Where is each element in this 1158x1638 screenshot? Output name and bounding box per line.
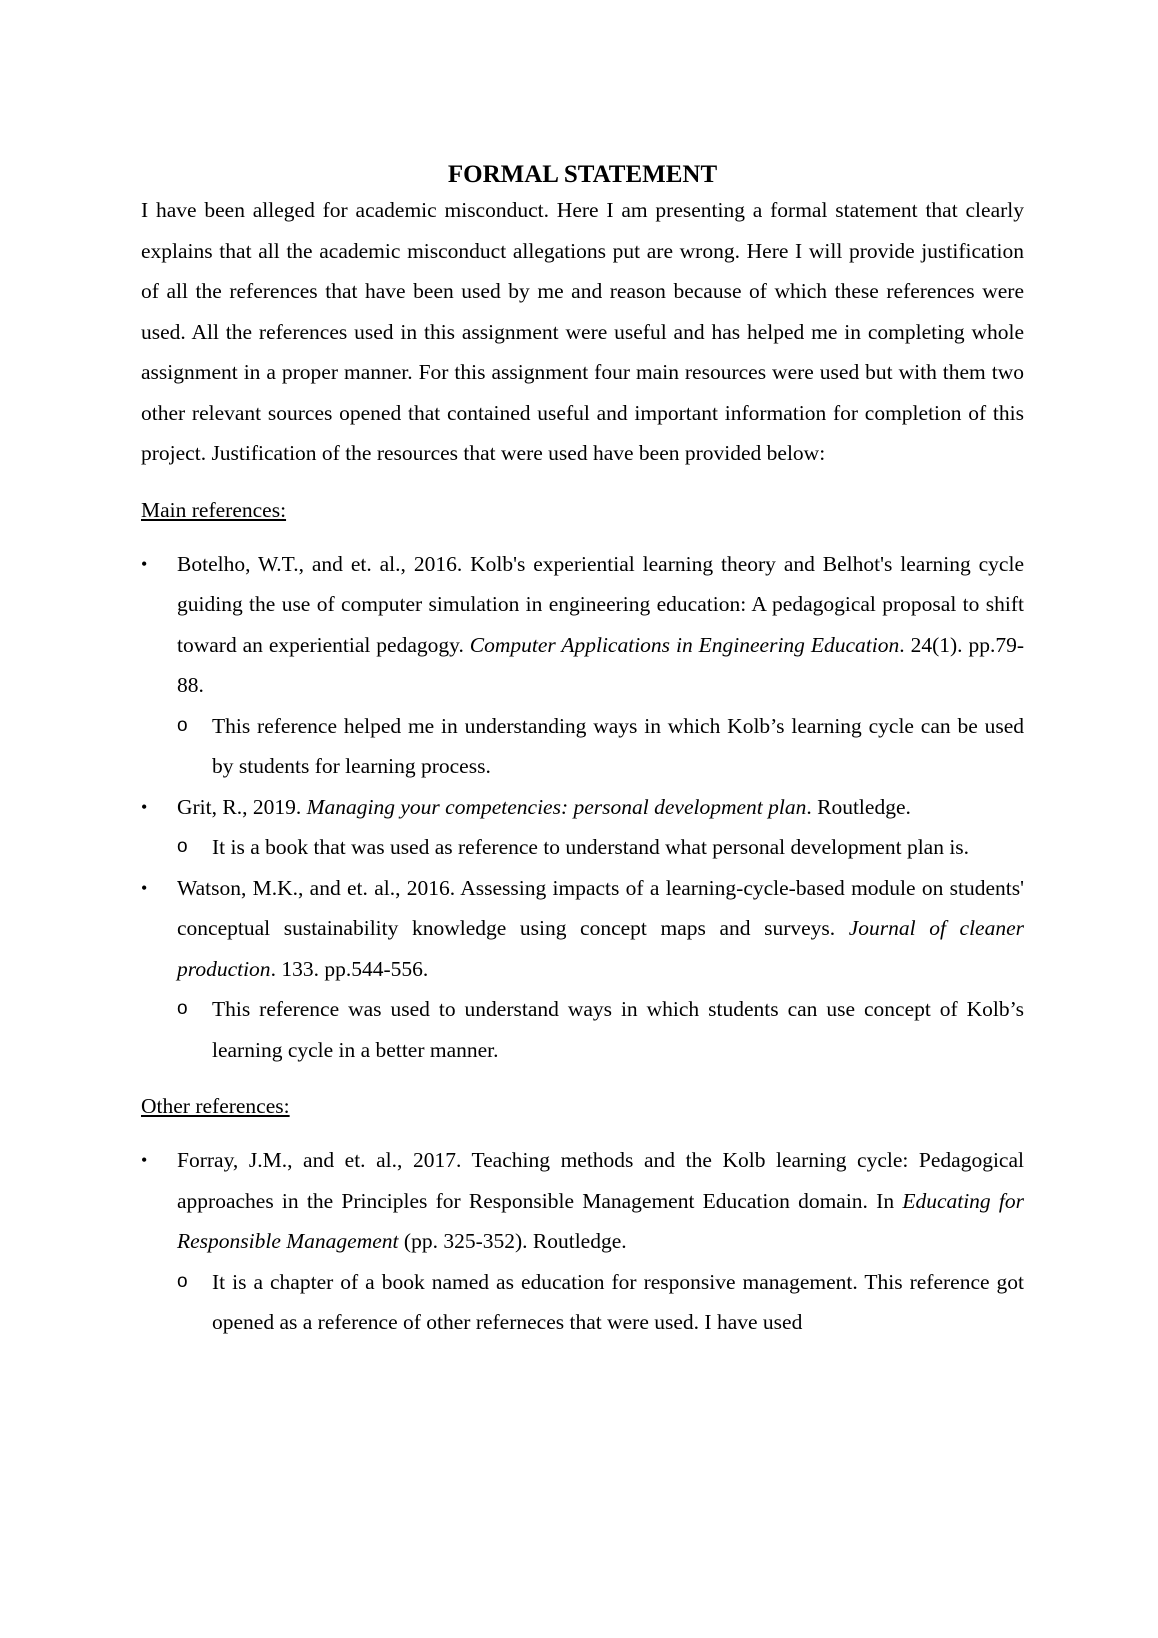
page-title: FORMAL STATEMENT (447, 161, 718, 188)
other-references-heading: Other references: (141, 1094, 290, 1118)
bullet-icon: • (141, 796, 148, 817)
reference-item: • Watson, M.K., and et. al., 2016. Assessing impacts of a learning-cycle-based module on students' conceptual sustainability knowledge using concept maps and surveys. Journal of cleaner production. 133. pp.544-556. o This reference was used to understand ways in which students can use concept of Kolb’s learning cycle in a better manner. (141, 868, 1024, 1071)
main-references-list (141, 544, 1024, 1071)
document-page (141, 160, 1024, 1343)
intro-paragraph: I have been alleged for academic misconduct. Here I am presenting a formal statement that clearly explains that all the academic misconduct allegations put are wrong. Here I will provide justification of all the references that have been used by me and reason because of which these references were used. All the references used in this assignment were useful and has helped me in completing whole assignment in a proper manner. For this assignment four main resources were used but with them two other relevant sources opened that contained useful and important information for completion of this project. Justification of the resources that were used have been provided below: (141, 198, 1024, 465)
reference-note: o It is a chapter of a book named as education for responsive management. This reference got opened as a reference of other referneces that were used. I have used (141, 1262, 1024, 1343)
reference-note: o This reference was used to understand ways in which students can use concept of Kolb’s learning cycle in a better manner. (141, 989, 1024, 1070)
sub-bullet-icon: o (177, 836, 188, 857)
sub-bullet-icon: o (177, 1270, 188, 1292)
sub-bullet-icon: o (177, 714, 188, 736)
reference-note: o This reference helped me in understanding ways in which Kolb’s learning cycle can be used by students for learning process. (141, 706, 1024, 787)
reference-item: • Botelho, W.T., and et. al., 2016. Kolb's experiential learning theory and Belhot's learning cycle guiding the use of computer simulation in engineering education: A pedagogical proposal to shift toward an experiential pedagogy. Computer Applications in Engineering Education. 24(1). pp.79-88. o This reference helped me in understanding ways in which Kolb’s learning cycle can be used by students for learning process. (141, 544, 1024, 787)
bullet-icon: • (141, 1150, 148, 1170)
other-references-list (141, 1140, 1024, 1343)
main-references-heading: Main references: (141, 497, 287, 522)
reference-item: • Forray, J.M., and et. al., 2017. Teaching methods and the Kolb learning cycle: Pedagogical approaches in the Principles for Responsible Management Education domain. In Educating for Responsible Management (pp. 325-352). Routledge. o It is a chapter of a book named as education for responsive management. This reference got opened as a reference of other referneces that were used. I have used (141, 1140, 1024, 1343)
bullet-icon: • (141, 877, 148, 898)
reference-item: • Grit, R., 2019. Managing your competencies: personal development plan. Routledge. o It is a book that was used as reference to understand what personal development plan is. (141, 787, 1024, 868)
sub-bullet-icon: o (177, 998, 188, 1019)
reference-note: o It is a book that was used as reference to understand what personal development plan is. (141, 827, 1024, 868)
bullet-icon: • (141, 553, 148, 574)
